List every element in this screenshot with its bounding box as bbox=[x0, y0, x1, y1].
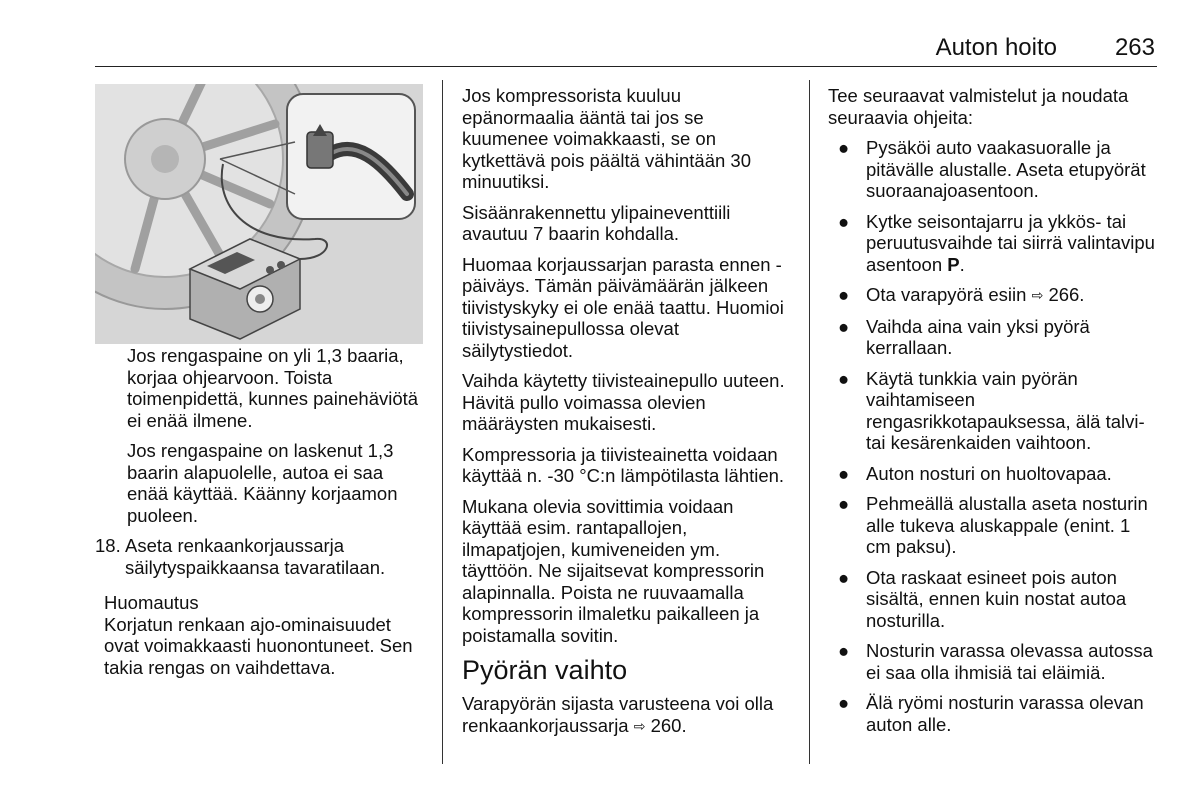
list-item-text: Käytä tunkkia vain pyörän vaihtamiseen rengasrikkotapauksessa, älä talvi- tai kesärenkaiden vaihtoon. bbox=[866, 367, 1145, 453]
list-item-text: Nosturin varassa olevassa autossa ei saa olla ihmisiä tai eläimiä. bbox=[866, 640, 1153, 683]
paragraph: Jos rengaspaine on laskenut 1,3 baarin alapuolelle, autoa ei saa enää käyttää. Käänny korjaamon puoleen. bbox=[127, 440, 398, 526]
paragraph: Huomaa korjaussarjan parasta ennen -päiväys. Tämän päivämäärän jälkeen tiivistyskyky ei ole enää taattu. Huomioi tiivistysainepullossa olevat säilytystiedot. bbox=[462, 253, 784, 361]
list-item bbox=[828, 284, 1158, 307]
list-item bbox=[828, 567, 1158, 632]
list-item-text: Auton nosturi on huoltovapaa. bbox=[866, 462, 1112, 484]
note-text: Korjatun renkaan ajo-ominaisuudet ovat voimakkaasti huonontuneet. Sen takia rengas on vaihdettava. bbox=[104, 613, 413, 678]
bullet-icon: ● bbox=[838, 566, 850, 588]
list-item-tail: . bbox=[959, 253, 965, 275]
paragraph: Kompressoria ja tiivisteainetta voidaan käyttää n. -30 °C:n lämpötilasta lähtien. bbox=[462, 443, 785, 486]
page-ref-icon: ⇨ bbox=[1031, 287, 1044, 303]
list-item bbox=[828, 368, 1158, 454]
step-18 bbox=[95, 535, 425, 578]
section-heading: Pyörän vaihto bbox=[462, 655, 628, 685]
page-ref[interactable]: 260. bbox=[650, 714, 687, 736]
instruction-list bbox=[828, 137, 1158, 735]
column-left bbox=[95, 345, 425, 678]
bullet-icon: ● bbox=[838, 315, 850, 337]
paragraph: Jos kompressorista kuuluu epänormaalia ääntä tai jos se kuumenee voimakkaasti, se on kytkettävä pois päältä vähintään 30 minuutiksi. bbox=[462, 85, 751, 192]
bullet-icon: ● bbox=[838, 367, 850, 389]
list-item-text: Kytke seisontajarru ja ykkös- tai peruutusvaihde tai siirrä valintavipu asentoon bbox=[866, 210, 1155, 275]
paragraph: Vaihda käytetty tiivisteainepullo uuteen. Hävitä pullo voimassa olevien määräysten mukaisesti. bbox=[462, 370, 785, 434]
bullet-icon: ● bbox=[838, 640, 850, 661]
paragraph-text: Varapyörän sijasta varusteena voi olla renkaankorjaussarja bbox=[462, 693, 774, 736]
column-right bbox=[828, 85, 1158, 744]
list-item bbox=[828, 137, 1158, 202]
step-number: 18. bbox=[95, 535, 121, 556]
column-middle bbox=[462, 85, 792, 746]
page-number: 263 bbox=[1114, 34, 1155, 61]
valve-detail-inset bbox=[287, 94, 415, 219]
paragraph: Mukana olevia sovittimia voidaan käyttää esim. rantapallojen, ilmapatjojen, kumiveneiden ym. täyttöön. Ne sijaitsevat kompressorin alapinnalla. Poista ne ruuvaamalla kompressorin ilmaletku paikalleen ja poistamalla sovitin. bbox=[462, 495, 765, 646]
step-text: Aseta renkaankorjaussarja säilytyspaikkaansa tavaratilaan. bbox=[125, 535, 386, 578]
bullet-icon: ● bbox=[838, 462, 850, 484]
bullet-icon: ● bbox=[838, 210, 850, 232]
list-item bbox=[828, 463, 1158, 485]
bullet-icon: ● bbox=[838, 284, 850, 305]
list-item-text: Ota varapyörä esiin bbox=[866, 284, 1027, 305]
page-ref[interactable]: 266. bbox=[1048, 284, 1085, 305]
compressor-illustration bbox=[95, 84, 423, 344]
paragraph bbox=[462, 693, 792, 737]
page-header bbox=[95, 30, 1157, 67]
paragraph: Jos rengaspaine on yli 1,3 baaria, korjaa ohjearvoon. Toista toimenpidettä, kunnes painehäviötä ei enää ilmene. bbox=[127, 345, 419, 431]
list-item-text: Pehmeällä alustalla aseta nosturin alle tukeva aluskappale (enint. 1 cm paksu). bbox=[866, 493, 1148, 557]
page-ref-icon: ⇨ bbox=[633, 717, 646, 734]
note-heading: Huomautus bbox=[104, 592, 199, 613]
list-item bbox=[828, 493, 1158, 558]
bullet-icon: ● bbox=[838, 692, 850, 713]
list-item bbox=[828, 316, 1158, 359]
list-item bbox=[828, 692, 1158, 735]
section-title: Auton hoito bbox=[935, 34, 1057, 61]
paragraph: Tee seuraavat valmistelut ja noudata seuraavia ohjeita: bbox=[828, 85, 1129, 128]
column-divider bbox=[442, 80, 443, 764]
list-item bbox=[828, 211, 1158, 276]
bullet-icon: ● bbox=[838, 493, 850, 514]
list-item bbox=[828, 640, 1158, 683]
gear-position-label: P bbox=[947, 253, 960, 275]
list-item-text: Pysäköi auto vaakasuoralle ja pitävälle alustalle. Aseta etupyörät suoraanajoasentoon. bbox=[866, 137, 1146, 201]
column-divider bbox=[809, 80, 810, 764]
list-item-text: Ota raskaat esineet pois auton sisältä, ennen kuin nostat autoa nosturilla. bbox=[866, 566, 1127, 631]
compressor-illustration-svg bbox=[95, 84, 423, 344]
list-item-text: Vaihda aina vain yksi pyörä kerrallaan. bbox=[866, 315, 1090, 358]
list-item-text: Älä ryömi nosturin varassa olevan auton alle. bbox=[866, 692, 1144, 735]
bullet-icon: ● bbox=[838, 137, 850, 158]
paragraph: Sisäänrakennettu ylipaineventtiili avautuu 7 baarin kohdalla. bbox=[462, 201, 731, 244]
